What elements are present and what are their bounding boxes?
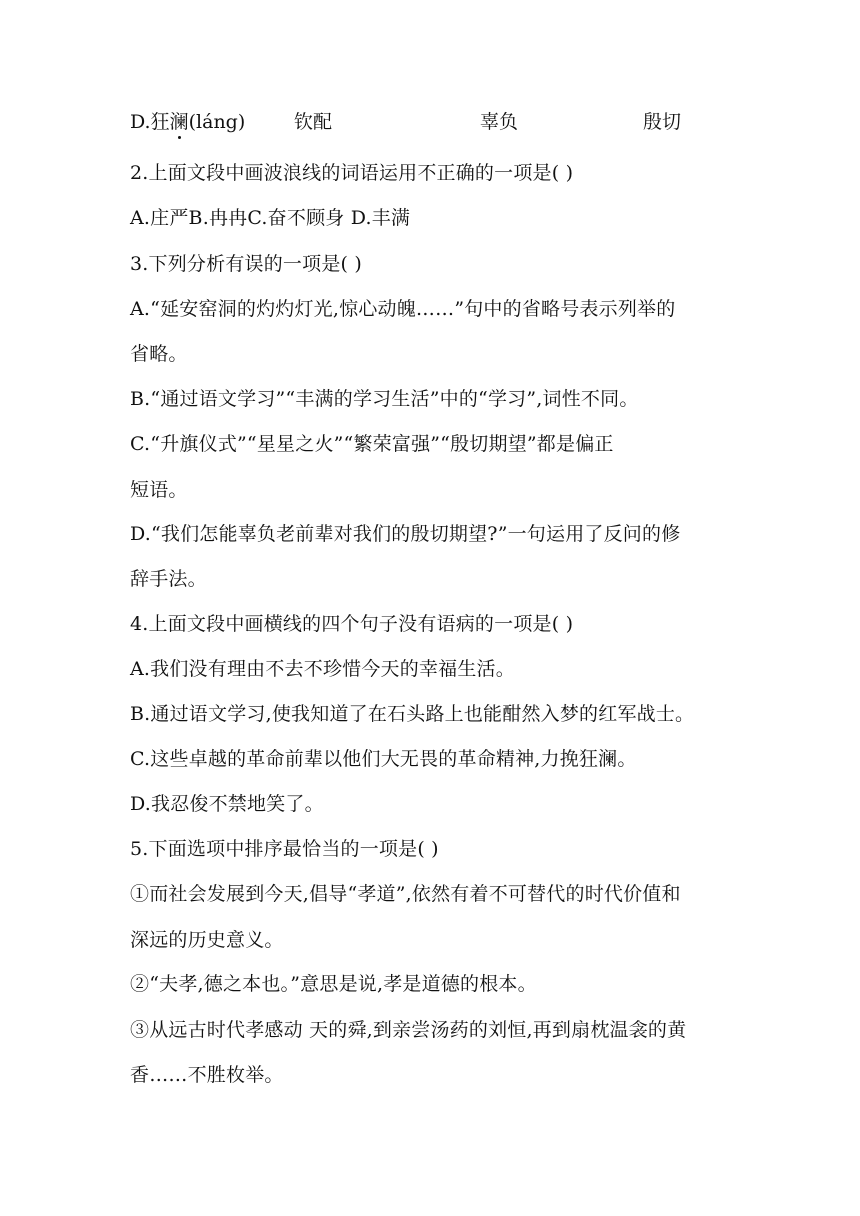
question-5-item-3: ③从远古时代孝感动 天的舜,到亲尝汤药的刘恒,再到扇枕温衾的黄	[130, 1019, 687, 1041]
question-5-item-2: ②“夫孝,德之本也。”意思是说,孝是道德的根本。	[130, 973, 537, 995]
question-2-stem: 2.上面文段中画波浪线的词语运用不正确的一项是( )	[130, 162, 574, 184]
question-2-options: A.庄严B.冉冉C.奋不顾身 D.丰满	[130, 207, 411, 229]
question-3-option-a: A.“延安窑洞的灼灼灯光,惊心动魄……”句中的省略号表示列举的	[130, 298, 676, 320]
option-d-word2: 钦配	[294, 111, 333, 133]
pinyin-annotation: (láng)	[188, 111, 246, 133]
option-d-prefix: D.狂	[130, 111, 170, 133]
question-3-option-a-cont: 省略。	[130, 343, 188, 365]
question-5-item-1: ①而社会发展到今天,倡导“孝道”,依然有着不可替代的时代价值和	[130, 883, 681, 905]
question-4-option-d: D.我忍俊不禁地笑了。	[130, 793, 324, 815]
dotted-character: 澜	[169, 111, 189, 133]
question-3-option-d-cont: 辞手法。	[130, 568, 207, 590]
question-4-stem: 4.上面文段中画横线的四个句子没有语病的一项是( )	[130, 613, 574, 635]
question-4-option-b: B.通过语文学习,使我知道了在石头路上也能酣然入梦的红军战士。	[130, 703, 695, 725]
question-3-option-b: B.“通过语文学习”“丰满的学习生活”中的“学习”,词性不同。	[130, 388, 639, 410]
option-d-word3: 辜负	[480, 111, 519, 133]
question-3-option-c: C.“升旗仪式”“星星之火”“繁荣富强”“殷切期望”都是偏正	[130, 433, 614, 455]
question-4-option-a: A.我们没有理由不去不珍惜今天的幸福生活。	[130, 658, 515, 680]
question-5-stem: 5.下面选项中排序最恰当的一项是( )	[130, 838, 439, 860]
option-d-word4: 殷切	[643, 111, 682, 133]
question-4-option-c: C.这些卓越的革命前辈以他们大无畏的革命精神,力挽狂澜。	[130, 748, 637, 770]
question-3-option-d: D.“我们怎能辜负老前辈对我们的殷切期望?”一句运用了反问的修	[130, 523, 681, 545]
question-5-item-3-cont: 香……不胜枚举。	[130, 1064, 284, 1086]
question-3-option-c-cont: 短语。	[130, 479, 188, 501]
question-5-item-1-cont: 深远的历史意义。	[130, 929, 284, 951]
option-d-word1	[130, 110, 245, 134]
question-3-stem: 3.下列分析有误的一项是( )	[130, 253, 362, 275]
